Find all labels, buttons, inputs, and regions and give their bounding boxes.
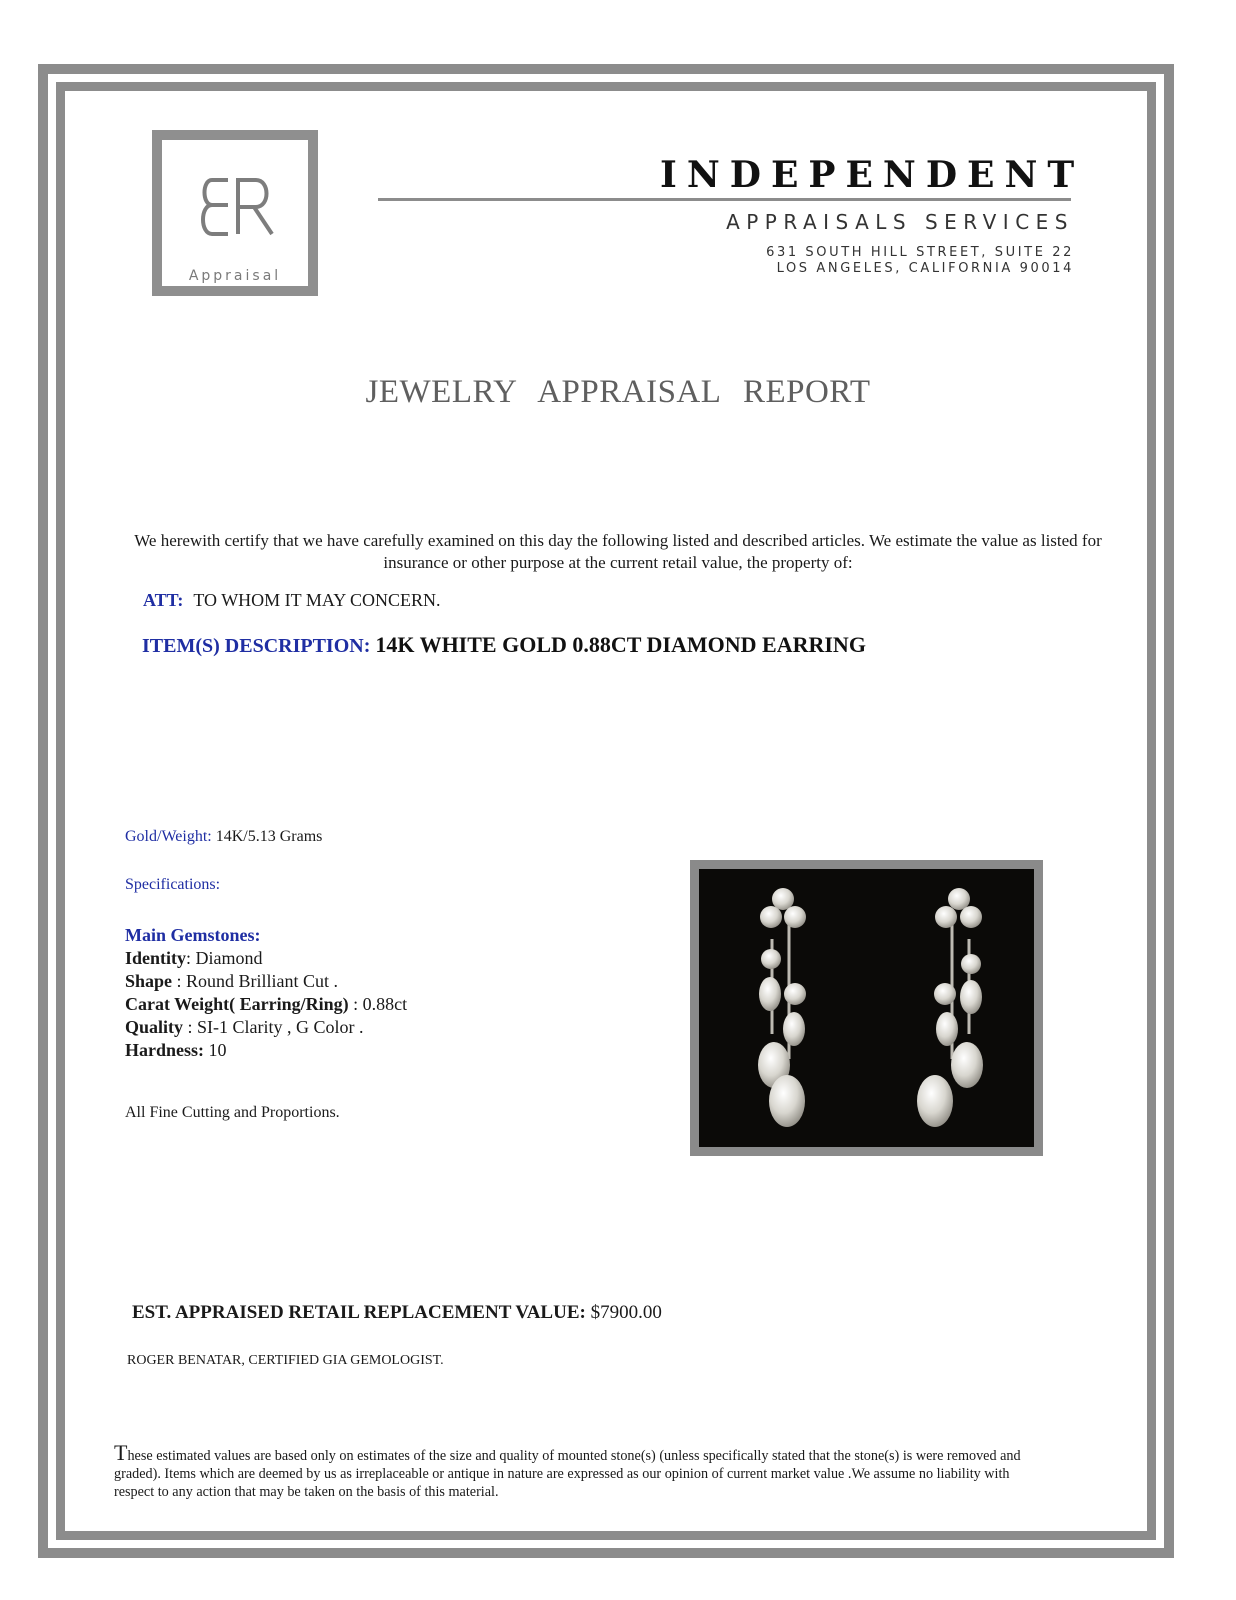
item-description-line <box>142 632 866 658</box>
att-line <box>143 590 441 611</box>
hardness-value: 10 <box>204 1040 227 1060</box>
left-earring <box>758 888 806 1127</box>
address-line-1: 631 SOUTH HILL STREET, SUITE 22 <box>766 245 1074 260</box>
cutting-note: All Fine Cutting and Proportions. <box>125 1104 340 1121</box>
hardness-label: Hardness: <box>125 1040 205 1060</box>
disclaimer-dropcap: T <box>114 1440 128 1465</box>
right-earring <box>917 888 983 1127</box>
identity-row <box>125 947 407 970</box>
quality-label: Quality <box>125 1017 184 1037</box>
appraised-value-amount: $7900.00 <box>590 1302 662 1323</box>
shape-row <box>125 970 407 993</box>
logo-word: Appraisal <box>188 268 282 284</box>
att-label: ATT: <box>143 590 184 610</box>
address-line-2: LOS ANGELES, CALIFORNIA 90014 <box>776 261 1074 276</box>
logo-monogram-mark <box>198 176 274 238</box>
disclaimer-text <box>114 1440 1034 1501</box>
quality-row <box>125 1016 407 1039</box>
header-rule <box>378 198 1071 201</box>
logo-panel <box>162 140 308 286</box>
earring-illustration <box>699 869 1034 1147</box>
identity-label: Identity <box>125 948 187 968</box>
carat-label: Carat Weight( Earring/Ring) <box>125 994 349 1014</box>
shape-label: Shape <box>125 971 173 991</box>
company-subtitle: APPRAISALS SERVICES <box>726 210 1074 234</box>
carat-row <box>125 993 407 1016</box>
earring-photo <box>699 869 1034 1147</box>
specifications-label: Specifications: <box>125 876 221 893</box>
company-name: INDEPENDENT <box>660 154 1085 196</box>
report-title: JEWELRY APPRAISAL REPORT <box>365 374 871 410</box>
gold-weight-value: 14K/5.13 Grams <box>215 828 323 845</box>
item-description-label: ITEM(S) DESCRIPTION: <box>142 635 371 657</box>
gold-weight-label: Gold/Weight: <box>125 828 212 845</box>
gemologist-signature-line: ROGER BENATAR, CERTIFIED GIA GEMOLOGIST. <box>127 1353 444 1368</box>
main-gemstones-label: Main Gemstones: <box>125 925 261 945</box>
shape-value: : Round Brilliant Cut . <box>172 971 339 991</box>
hardness-row <box>125 1039 407 1062</box>
certification-text: We herewith certify that we have carefully examined on this day the following listed and described articles. We estimate the value as listed for insurance or other purpose at the current retail value, the property of: <box>134 531 1102 572</box>
company-logo <box>152 130 318 296</box>
gemstone-details <box>125 924 407 1062</box>
appraised-value-label: EST. APPRAISED RETAIL REPLACEMENT VALUE: <box>132 1302 586 1323</box>
identity-value: : Diamond <box>186 948 263 968</box>
gold-weight-line <box>125 828 322 846</box>
quality-value: : SI-1 Clarity , G Color . <box>183 1017 364 1037</box>
carat-value: : 0.88ct <box>348 994 408 1014</box>
appraised-value-line <box>132 1302 662 1324</box>
att-value: TO WHOM IT MAY CONCERN. <box>193 590 441 610</box>
item-description-value: 14K WHITE GOLD 0.88CT DIAMOND EARRING <box>375 632 866 657</box>
earring-photo-frame <box>690 860 1043 1156</box>
disclaimer-body: hese estimated values are based only on estimates of the size and quality of mounted stone(s) (unless specifically stated that the stone(s) is were removed and graded). Items which are deemed by us as irreplaceable or antique in nature are expressed as our opinion of current market value .We assume no liability with respect to any action that may be taken on the basis of this material. <box>114 1448 1021 1500</box>
